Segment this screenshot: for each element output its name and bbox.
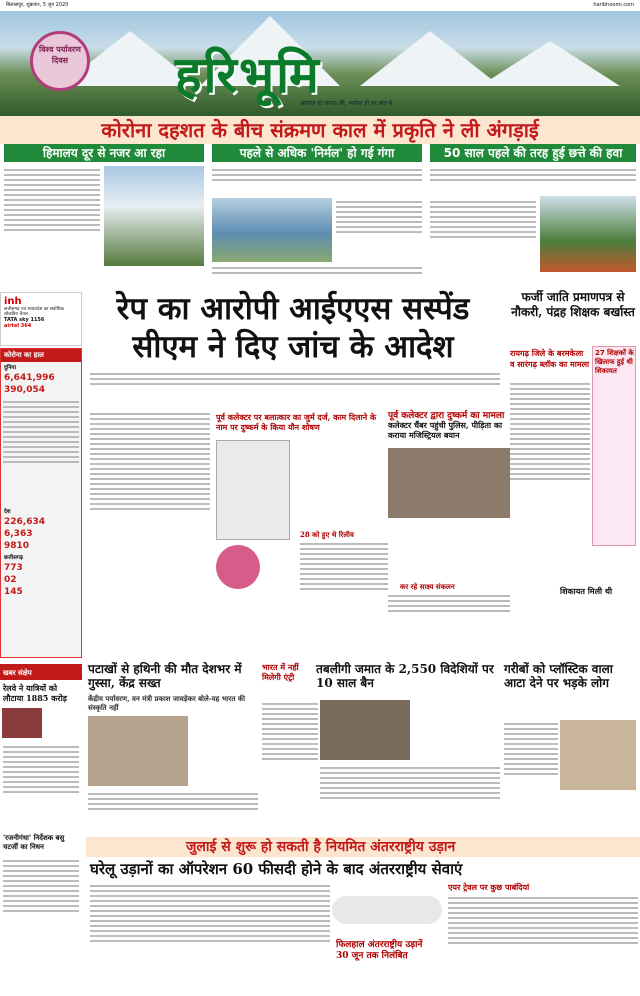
world-cases: 6,641,996 bbox=[4, 373, 55, 383]
state-label: छत्तीसगढ़ bbox=[4, 555, 23, 561]
world-table bbox=[1, 396, 81, 506]
state-cases: 773 bbox=[4, 563, 23, 573]
haribhoomi-badge bbox=[216, 545, 260, 589]
elephant-photo bbox=[88, 716, 188, 786]
jamaat-headline: तबलीगी जमात के 2,550 विदेशियों पर 10 साल बैन bbox=[316, 662, 494, 690]
article-text bbox=[0, 740, 82, 830]
airtel-number: airtel 364 bbox=[4, 323, 32, 329]
state-active: 145 bbox=[4, 587, 23, 597]
collector-office-photo bbox=[388, 448, 510, 518]
lead-headline: रेप का आरोपी आईएएस सस्पेंड सीएम ने दिए जांच के आदेश bbox=[116, 291, 470, 365]
brief-title: खबर संक्षेप bbox=[0, 667, 82, 680]
article-text bbox=[430, 198, 536, 274]
website-link[interactable]: haribhoomi.com bbox=[593, 2, 634, 8]
india-new: 9810 bbox=[4, 541, 30, 551]
india-entry: भारत में नहीं मिलेगी एंट्री bbox=[262, 662, 299, 682]
article-text bbox=[90, 882, 330, 992]
top-info-bar bbox=[0, 0, 640, 11]
article-text bbox=[388, 592, 510, 632]
tata-sky-number: TATA sky 1156 bbox=[4, 317, 45, 323]
article-text bbox=[336, 198, 422, 262]
elephant-headline: पटाखों से हथिनी की मौत देशभर में गुस्सा, केंद्र सख्त bbox=[88, 662, 242, 690]
tagline: आवाज़ हो जनता की, भरोसा हो हर बात में bbox=[300, 100, 393, 107]
jamaat-photo bbox=[320, 700, 410, 760]
flights-headline: घरेलू उड़ानों का ऑपरेशन 60 फीसदी होने के बाद अंतरराष्ट्रीय सेवाएं bbox=[90, 860, 463, 878]
complaint-received: शिकायत मिली थी bbox=[560, 586, 613, 596]
sub-headline-red: पूर्व कलेक्टर द्वारा दुष्कर्म का मामला bbox=[388, 411, 505, 421]
world-deaths: 390,054 bbox=[4, 385, 45, 395]
section-heading-air: 50 साल पहले की तरह हुई छत्ते की हवा bbox=[430, 144, 636, 162]
newspaper-logo[interactable]: हरिभूमि bbox=[175, 45, 321, 104]
article-text bbox=[4, 166, 100, 278]
masthead bbox=[0, 11, 640, 116]
suspended-box: फिलहाल अंतरराष्ट्रीय उड़ानें 30 जून तक निलंबित bbox=[336, 940, 423, 961]
section-heading-himalaya: हिमालय दूर से नजर आ रहा bbox=[4, 144, 204, 162]
air-travel-heading: एयर ट्रेवल पर कुछ पाबंदियां bbox=[448, 882, 530, 892]
himalaya-photo bbox=[104, 166, 204, 266]
corona-title: कोरोना का हाल bbox=[1, 349, 81, 362]
mountain-shape bbox=[480, 41, 620, 86]
article-text bbox=[212, 264, 422, 286]
article-text bbox=[504, 720, 558, 830]
article-text bbox=[0, 854, 82, 954]
plastic-flour-headline: गरीबों को प्लॉस्टिक वाला आटा देने पर भड़के लोग bbox=[504, 662, 613, 690]
world-label: दुनिया bbox=[4, 365, 17, 371]
elephant-sub: केंद्रीय पर्यावरण, वन मंत्री प्रकाश जावड़ेकर बोले-यह भारत की संस्कृति नहीं bbox=[88, 694, 246, 712]
evidence-heading: कर रहे साक्ष्य संकलन bbox=[400, 582, 455, 591]
country-label: देश bbox=[4, 509, 11, 515]
ganga-photo bbox=[212, 198, 332, 262]
channel-logo: inh bbox=[4, 296, 22, 307]
complaint-heading: 27 शिक्षकों के खिलाफ हुई थी शिकायत bbox=[595, 349, 634, 375]
letter-image bbox=[216, 440, 290, 540]
sub-headline: कलेक्टर चैंबर पहुंची पुलिस, पीड़िता का कराया मजिस्ट्रियल बयान bbox=[388, 420, 503, 440]
news-brief-sidebar bbox=[0, 664, 82, 994]
road-photo bbox=[540, 196, 636, 272]
flight-strip: जुलाई से शुरू हो सकती है नियमित अंतरराष्ट्रीय उड़ान bbox=[86, 837, 640, 857]
india-cases: 226,634 bbox=[4, 517, 45, 527]
mountain-shape bbox=[360, 31, 500, 86]
article-text bbox=[88, 790, 258, 832]
relieved-note: 28 को हुए थे रिलीव bbox=[300, 530, 354, 539]
article-text bbox=[510, 380, 590, 580]
complaint-sidebar bbox=[592, 346, 636, 546]
right-red-sub: रायगढ़ जिले के बरमकेला व सारंगढ़ ब्लॉक का मामला bbox=[510, 349, 590, 369]
section-heading-ganga: पहले से अधिक 'निर्मल' हो गई गंगा bbox=[212, 144, 422, 162]
article-text bbox=[212, 166, 422, 196]
right-headline: फर्जी जाति प्रमाणपत्र से नौकरी, पंद्रह शिक्षक बर्खास्त bbox=[511, 290, 635, 319]
train-photo bbox=[2, 708, 42, 738]
article-text bbox=[448, 894, 638, 992]
boxed-headline: पूर्व कलेक्टर पर बलात्कार का जुर्म दर्ज, काम दिलाने के नाम पर दुष्कर्म के किया यौन शोषण bbox=[216, 412, 377, 432]
brief-basu: 'रजनीगंधा' निर्देशक बसु चटर्जी का निधन bbox=[3, 833, 65, 851]
india-deaths: 6,363 bbox=[4, 529, 33, 539]
channel-sub: छत्तीसगढ़ एवं मध्यप्रदेश का सर्वाधिक लोकप्रिय चैनल bbox=[4, 307, 64, 317]
airplane-image bbox=[332, 896, 442, 924]
flour-photo bbox=[560, 720, 636, 790]
lead-intro bbox=[90, 370, 500, 400]
article-text bbox=[300, 540, 388, 640]
article-text bbox=[320, 764, 500, 832]
article-text bbox=[430, 166, 636, 196]
main-banner-headline: कोरोना दहशत के बीच संक्रमण काल में प्रकृति ने ली अंगड़ाई bbox=[0, 116, 640, 144]
state-deaths: 02 bbox=[4, 575, 17, 585]
corona-stats-box bbox=[0, 348, 82, 658]
environment-day-badge: विश्व पर्यावरण दिवस bbox=[30, 31, 90, 91]
article-text bbox=[90, 410, 210, 630]
brief-railway: रेलवे ने यात्रियों को लौटाया 1885 करोड़ bbox=[3, 683, 67, 703]
channel-ad bbox=[0, 292, 82, 346]
date-line: बिलासपुर, शुक्रवार, 5 जून 2020 bbox=[6, 2, 69, 8]
article-text bbox=[262, 700, 318, 830]
